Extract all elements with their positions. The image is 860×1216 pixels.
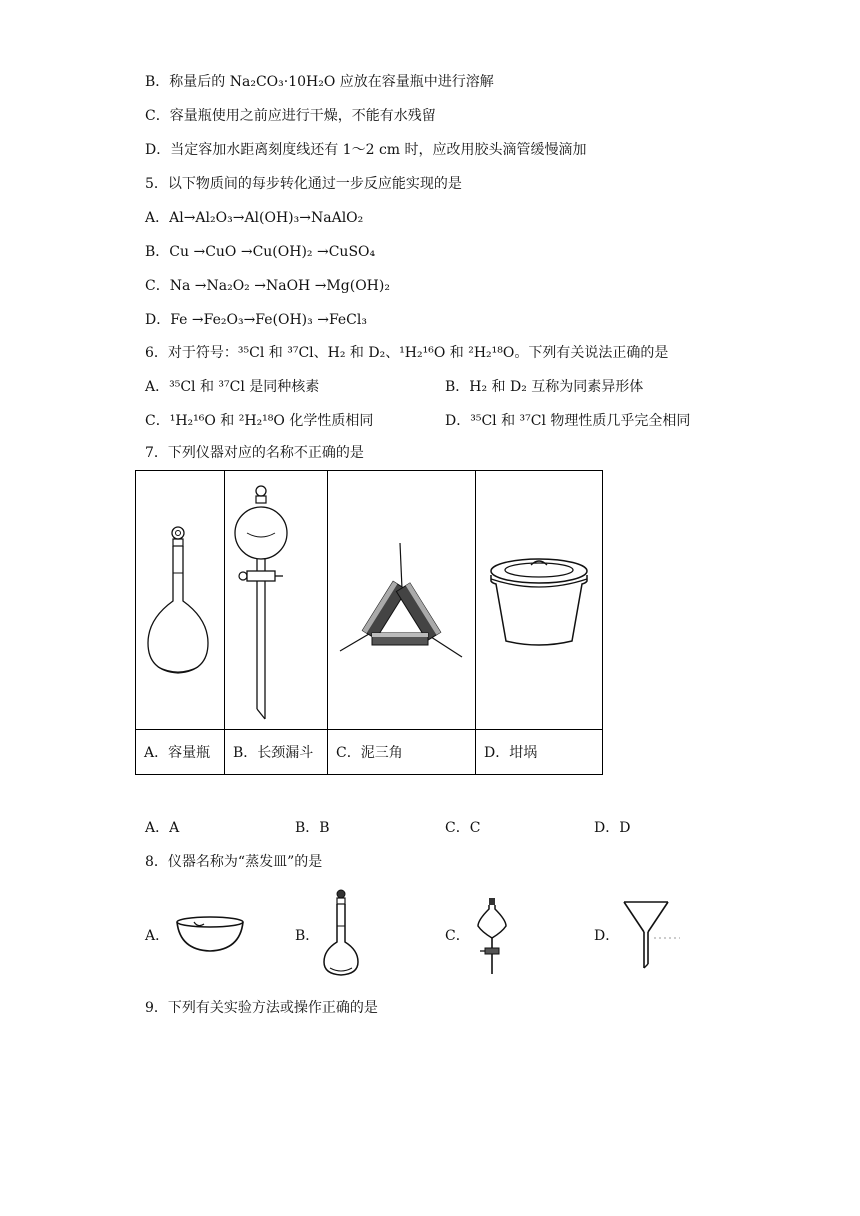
crucible-cell <box>476 471 603 730</box>
q5-option-c: C．Na →Na₂O₂ →NaOH →Mg(OH)₂ <box>145 278 390 294</box>
q8-label-c: C． <box>445 928 470 944</box>
separatory-funnel-icon <box>225 471 327 729</box>
q7-stem: 7．下列仪器对应的名称不正确的是 <box>145 445 364 461</box>
clay-triangle-icon <box>328 471 475 729</box>
clay-triangle-cell <box>328 471 476 730</box>
q7-answer-d: D．D <box>594 820 631 836</box>
q5-option-b: B．Cu →CuO →Cu(OH)₂ →CuSO₄ <box>145 244 376 260</box>
evaporating-dish-icon <box>172 910 248 958</box>
volumetric-flask-small-icon <box>318 888 364 980</box>
q6-option-a: A．³⁵Cl 和 ³⁷Cl 是同种核素 <box>145 379 320 395</box>
q5-stem: 5．以下物质间的每步转化通过一步反应能实现的是 <box>145 176 462 192</box>
q4-option-c: C．容量瓶使用之前应进行干燥，不能有水残留 <box>145 108 436 124</box>
q9-stem: 9．下列有关实验方法或操作正确的是 <box>145 1000 378 1016</box>
q8-label-b: B． <box>295 928 320 944</box>
q6-stem: 6．对于符号：³⁵Cl 和 ³⁷Cl、H₂ 和 D₂、¹H₂¹⁶O 和 ²H₂¹⁸O。下列有关说法正确的是 <box>145 345 669 361</box>
volumetric-flask-icon <box>136 471 224 729</box>
separatory-funnel-small-icon <box>474 896 510 976</box>
q6-option-b: B．H₂ 和 D₂ 互称为同素异形体 <box>445 379 644 395</box>
q5-option-a: A．Al→Al₂O₃→Al(OH)₃→NaAlO₂ <box>145 210 364 226</box>
q5-option-d: D．Fe →Fe₂O₃→Fe(OH)₃ →FeCl₃ <box>145 312 367 328</box>
funnel-cell <box>225 471 328 730</box>
q8-label-a: A． <box>145 928 170 944</box>
q7-answer-c: C．C <box>445 820 481 836</box>
funnel-icon <box>620 898 684 972</box>
caption-b: B．长颈漏斗 <box>225 730 328 775</box>
q8-label-d: D． <box>594 928 620 944</box>
q7-answer-b: B．B <box>295 820 330 836</box>
q6-option-d: D．³⁵Cl 和 ³⁷Cl 物理性质几乎完全相同 <box>445 413 691 429</box>
caption-d: D．坩埚 <box>476 730 603 775</box>
q4-option-d: D．当定容加水距离刻度线还有 1～2 cm 时，应改用胶头滴管缓慢滴加 <box>145 142 587 158</box>
q6-option-c: C．¹H₂¹⁶O 和 ²H₂¹⁸O 化学性质相同 <box>145 413 374 429</box>
q7-instrument-table <box>135 470 603 775</box>
caption-a: A．容量瓶 <box>136 730 225 775</box>
q4-option-b: B．称量后的 Na₂CO₃·10H₂O 应放在容量瓶中进行溶解 <box>145 74 494 90</box>
volumetric-flask-cell <box>136 471 225 730</box>
crucible-icon <box>476 471 602 729</box>
q8-stem: 8．仪器名称为“蒸发皿”的是 <box>145 854 323 870</box>
q7-answer-a: A．A <box>145 820 180 836</box>
caption-c: C．泥三角 <box>328 730 476 775</box>
